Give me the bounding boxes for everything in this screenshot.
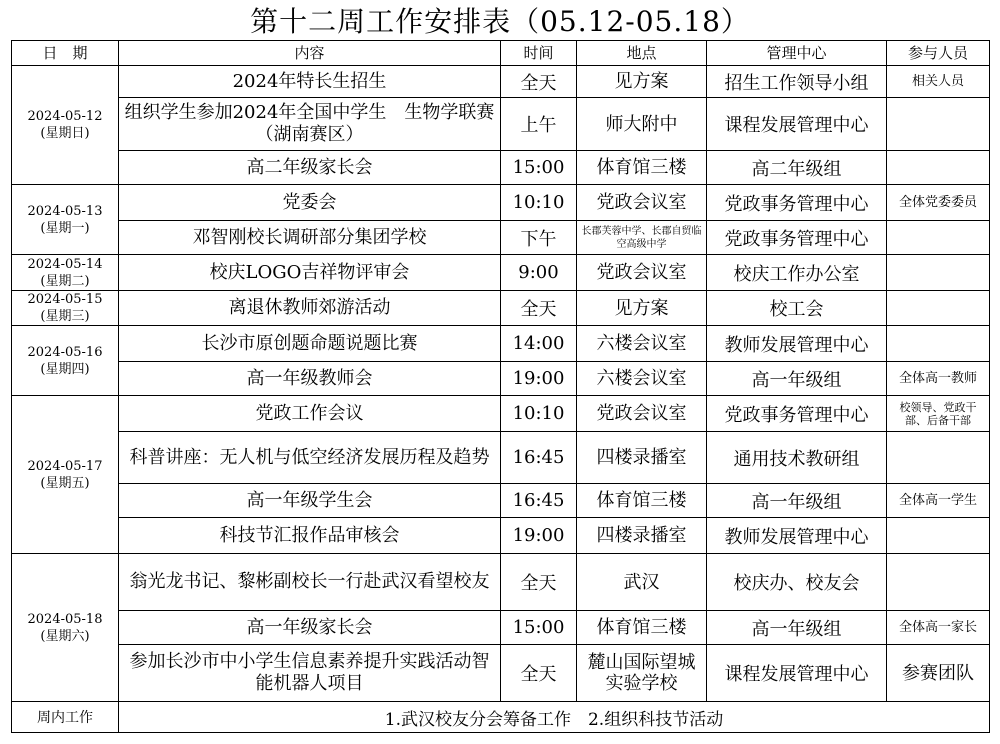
table-row bbox=[12, 396, 990, 432]
time-cell: 10:10 bbox=[501, 396, 577, 432]
place-cell: 长郡芙蓉中学、长郡自贸临空高级中学 bbox=[577, 221, 707, 255]
weekday-text: (星期五) bbox=[40, 475, 90, 491]
content-cell: 高一年级家长会 bbox=[119, 611, 501, 645]
table-row bbox=[12, 151, 990, 185]
place-cell: 党政会议室 bbox=[577, 255, 707, 291]
table-row bbox=[12, 291, 990, 326]
page-title: 第十二周工作安排表（05.12-05.18） bbox=[250, 5, 750, 38]
table-row bbox=[12, 185, 990, 221]
header-row bbox=[12, 41, 990, 66]
place-cell: 见方案 bbox=[577, 291, 707, 326]
manager-cell: 校工会 bbox=[707, 291, 887, 326]
date-text: 2024-05-18 bbox=[27, 611, 103, 627]
manager-cell: 高一年级组 bbox=[707, 362, 887, 396]
table-row bbox=[12, 645, 990, 702]
people-cell bbox=[887, 255, 990, 291]
date-cell bbox=[12, 255, 119, 291]
place-cell: 见方案 bbox=[577, 66, 707, 98]
date-cell bbox=[12, 554, 119, 702]
people-cell: 参赛团队 bbox=[887, 645, 990, 702]
table-row bbox=[12, 255, 990, 291]
date-cell bbox=[12, 185, 119, 255]
manager-cell: 校庆工作办公室 bbox=[707, 255, 887, 291]
date-text: 2024-05-12 bbox=[27, 109, 103, 124]
manager-cell: 党政事务管理中心 bbox=[707, 221, 887, 255]
time-cell: 下午 bbox=[501, 221, 577, 255]
people-cell bbox=[887, 432, 990, 484]
manager-cell: 课程发展管理中心 bbox=[707, 98, 887, 151]
people-cell: 全体高一家长 bbox=[887, 611, 990, 645]
date-cell bbox=[12, 291, 119, 326]
header-manager: 管理中心 bbox=[707, 41, 887, 66]
content-cell: 党政工作会议 bbox=[119, 396, 501, 432]
time-cell: 14:00 bbox=[501, 326, 577, 362]
time-cell: 9:00 bbox=[501, 255, 577, 291]
content-cell: 科技节汇报作品审核会 bbox=[119, 518, 501, 554]
place-cell: 麓山国际望城实验学校 bbox=[577, 645, 707, 702]
place-cell: 党政会议室 bbox=[577, 185, 707, 221]
people-cell bbox=[887, 151, 990, 185]
weekday-text: (星期日) bbox=[40, 126, 90, 141]
date-text: 2024-05-17 bbox=[27, 458, 103, 474]
place-cell: 四楼录播室 bbox=[577, 432, 707, 484]
manager-cell: 党政事务管理中心 bbox=[707, 396, 887, 432]
manager-cell: 校庆办、校友会 bbox=[707, 554, 887, 611]
people-cell bbox=[887, 554, 990, 611]
weekly-work-text: 1.武汉校友分会筹备工作 2.组织科技节活动 bbox=[119, 702, 990, 733]
content-cell: 参加长沙市中小学生信息素养提升实践活动智能机器人项目 bbox=[119, 645, 501, 702]
table-row bbox=[12, 518, 990, 554]
header-content: 内容 bbox=[119, 41, 501, 66]
content-cell: 长沙市原创题命题说题比赛 bbox=[119, 326, 501, 362]
weekday-text: (星期一) bbox=[40, 220, 90, 236]
header-time: 时间 bbox=[501, 41, 577, 66]
date-text: 2024-05-15 bbox=[27, 292, 103, 307]
table-row bbox=[12, 554, 990, 611]
content-cell: 党委会 bbox=[119, 185, 501, 221]
people-cell bbox=[887, 326, 990, 362]
people-cell: 全体高一学生 bbox=[887, 484, 990, 518]
table-row bbox=[12, 66, 990, 98]
people-cell bbox=[887, 98, 990, 151]
time-cell: 16:45 bbox=[501, 432, 577, 484]
header-date: 日 期 bbox=[12, 41, 119, 66]
weekday-text: (星期六) bbox=[40, 628, 90, 644]
content-cell: 2024年特长生招生 bbox=[119, 66, 501, 98]
time-cell: 10:10 bbox=[501, 185, 577, 221]
time-cell: 全天 bbox=[501, 645, 577, 702]
table-row bbox=[12, 362, 990, 396]
manager-cell: 通用技术教研组 bbox=[707, 432, 887, 484]
table-row bbox=[12, 326, 990, 362]
time-cell: 上午 bbox=[501, 98, 577, 151]
header-place: 地点 bbox=[577, 41, 707, 66]
content-cell: 邓智刚校长调研部分集团学校 bbox=[119, 221, 501, 255]
table-row bbox=[12, 221, 990, 255]
place-cell: 六楼会议室 bbox=[577, 362, 707, 396]
place-cell: 四楼录播室 bbox=[577, 518, 707, 554]
content-cell: 翁光龙书记、黎彬副校长一行赴武汉看望校友 bbox=[119, 554, 501, 611]
time-cell: 全天 bbox=[501, 554, 577, 611]
time-cell: 全天 bbox=[501, 66, 577, 98]
weekday-text: (星期三) bbox=[40, 309, 90, 324]
people-cell: 校领导、党政干部、后备干部 bbox=[887, 396, 990, 432]
manager-cell: 招生工作领导小组 bbox=[707, 66, 887, 98]
time-cell: 15:00 bbox=[501, 611, 577, 645]
time-cell: 19:00 bbox=[501, 362, 577, 396]
time-cell: 15:00 bbox=[501, 151, 577, 185]
date-cell bbox=[12, 66, 119, 185]
weekly-work-row bbox=[12, 702, 990, 733]
schedule-table bbox=[11, 40, 990, 733]
content-cell: 高一年级学生会 bbox=[119, 484, 501, 518]
manager-cell: 高一年级组 bbox=[707, 611, 887, 645]
manager-cell: 党政事务管理中心 bbox=[707, 185, 887, 221]
time-cell: 全天 bbox=[501, 291, 577, 326]
people-cell: 全体高一教师 bbox=[887, 362, 990, 396]
weekly-work-label: 周内工作 bbox=[12, 702, 119, 733]
manager-cell: 高一年级组 bbox=[707, 484, 887, 518]
content-cell: 科普讲座：无人机与低空经济发展历程及趋势 bbox=[119, 432, 501, 484]
place-cell: 武汉 bbox=[577, 554, 707, 611]
header-people: 参与人员 bbox=[887, 41, 990, 66]
manager-cell: 教师发展管理中心 bbox=[707, 518, 887, 554]
people-cell bbox=[887, 518, 990, 554]
place-cell: 体育馆三楼 bbox=[577, 484, 707, 518]
table-row bbox=[12, 484, 990, 518]
date-text: 2024-05-14 bbox=[27, 256, 103, 272]
table-row bbox=[12, 432, 990, 484]
manager-cell: 课程发展管理中心 bbox=[707, 645, 887, 702]
content-cell: 高二年级家长会 bbox=[119, 151, 501, 185]
people-cell bbox=[887, 291, 990, 326]
place-cell: 六楼会议室 bbox=[577, 326, 707, 362]
place-cell: 党政会议室 bbox=[577, 396, 707, 432]
weekday-text: (星期四) bbox=[40, 361, 90, 377]
content-cell: 离退休教师郊游活动 bbox=[119, 291, 501, 326]
people-cell: 全体党委委员 bbox=[887, 185, 990, 221]
date-text: 2024-05-16 bbox=[27, 344, 103, 360]
people-cell: 相关人员 bbox=[887, 66, 990, 98]
date-cell bbox=[12, 396, 119, 554]
manager-cell: 高二年级组 bbox=[707, 151, 887, 185]
place-cell: 体育馆三楼 bbox=[577, 611, 707, 645]
time-cell: 19:00 bbox=[501, 518, 577, 554]
place-cell: 体育馆三楼 bbox=[577, 151, 707, 185]
table-row bbox=[12, 611, 990, 645]
date-text: 2024-05-13 bbox=[27, 203, 103, 219]
people-cell bbox=[887, 221, 990, 255]
content-cell: 高一年级教师会 bbox=[119, 362, 501, 396]
weekday-text: (星期二) bbox=[40, 273, 90, 289]
time-cell: 16:45 bbox=[501, 484, 577, 518]
place-cell: 师大附中 bbox=[577, 98, 707, 151]
manager-cell: 教师发展管理中心 bbox=[707, 326, 887, 362]
table-row bbox=[12, 98, 990, 151]
content-cell: 组织学生参加2024年全国中学生 生物学联赛（湖南赛区） bbox=[119, 98, 501, 151]
date-cell bbox=[12, 326, 119, 396]
content-cell: 校庆LOGO吉祥物评审会 bbox=[119, 255, 501, 291]
